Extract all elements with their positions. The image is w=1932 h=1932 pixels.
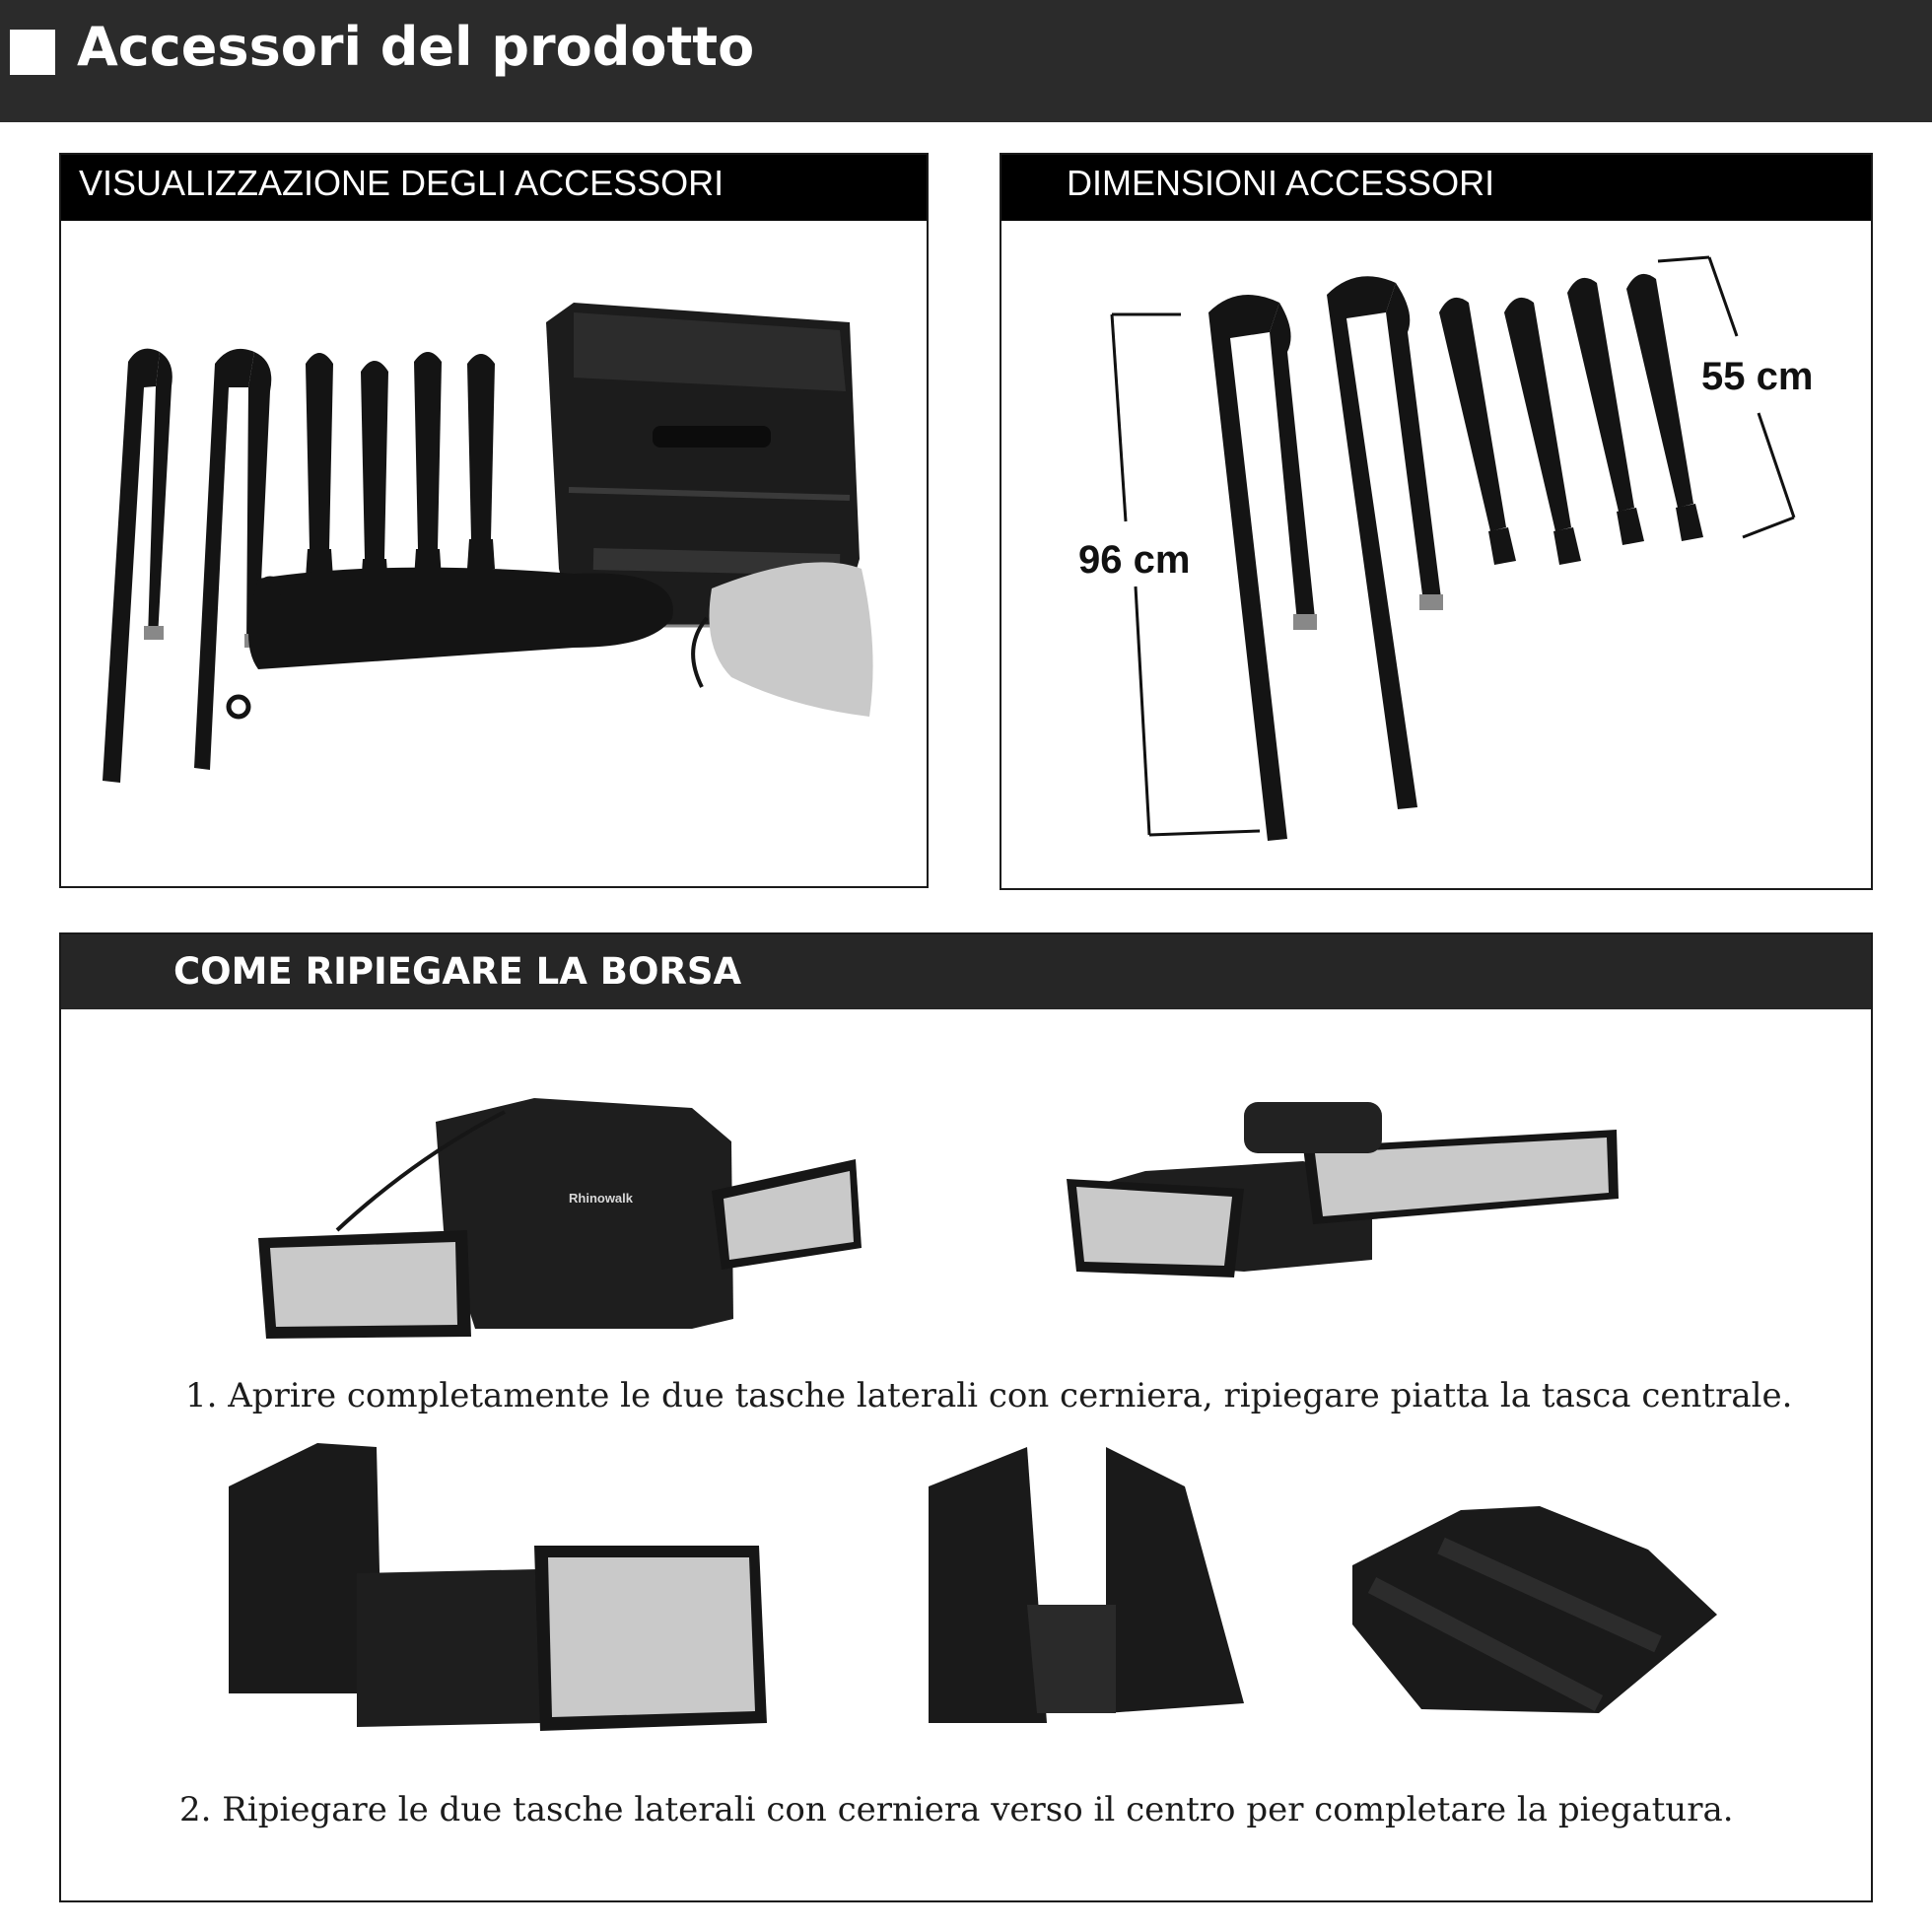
bag-open-photo: [258, 1098, 862, 1339]
long-strap-2: [194, 349, 271, 770]
short-strap-c: [1567, 278, 1644, 545]
short-strap-b: [1504, 298, 1581, 565]
brand-logo-text: Rhinowalk: [569, 1191, 634, 1206]
bag-flat-photo: [1067, 1102, 1619, 1277]
dimensions-photo: [1001, 155, 1873, 890]
long-strap-length: 96 cm: [1078, 538, 1191, 582]
dimensions-title: DIMENSIONI ACCESSORI: [1001, 155, 1871, 221]
long-strap-b: [1327, 276, 1443, 809]
short-strap-4: [467, 354, 495, 593]
folding-photos: [61, 934, 1873, 1902]
folding-title: COME RIPIEGARE LA BORSA: [61, 934, 1871, 1009]
fold-step-2-photo: [929, 1447, 1244, 1723]
long-strap-a: [1208, 295, 1317, 841]
folding-instructions-panel: [59, 932, 1873, 1902]
short-strap-length: 55 cm: [1701, 355, 1814, 398]
folding-step-2: 2. Ripiegare le due tasche laterali con cerniera verso il centro per completare la piegatura.: [179, 1790, 1734, 1829]
long-strap-1: [103, 349, 172, 783]
fold-complete-photo: [1352, 1506, 1717, 1713]
square-icon: [10, 30, 55, 75]
folding-step-1: 1. Aprire completamente le due tasche laterali con cerniera, ripiegare piatta la tasca centrale.: [185, 1376, 1793, 1415]
accessories-dimensions-panel: [1000, 153, 1873, 890]
page-header: [0, 0, 1932, 122]
fold-step-1-photo: [229, 1443, 767, 1731]
shoulder-strap: [229, 568, 673, 717]
accessories-display-panel: [59, 153, 929, 888]
short-strap-3: [414, 352, 442, 603]
short-strap-1: [306, 353, 333, 603]
short-strap-d: [1626, 274, 1703, 541]
rain-cover-pouch: [693, 562, 872, 717]
accessories-display-title: VISUALIZZAZIONE DEGLI ACCESSORI: [61, 155, 927, 221]
page-title: Accessori del prodotto: [77, 16, 755, 78]
short-strap-a: [1439, 298, 1516, 565]
accessories-photo: [61, 155, 929, 888]
